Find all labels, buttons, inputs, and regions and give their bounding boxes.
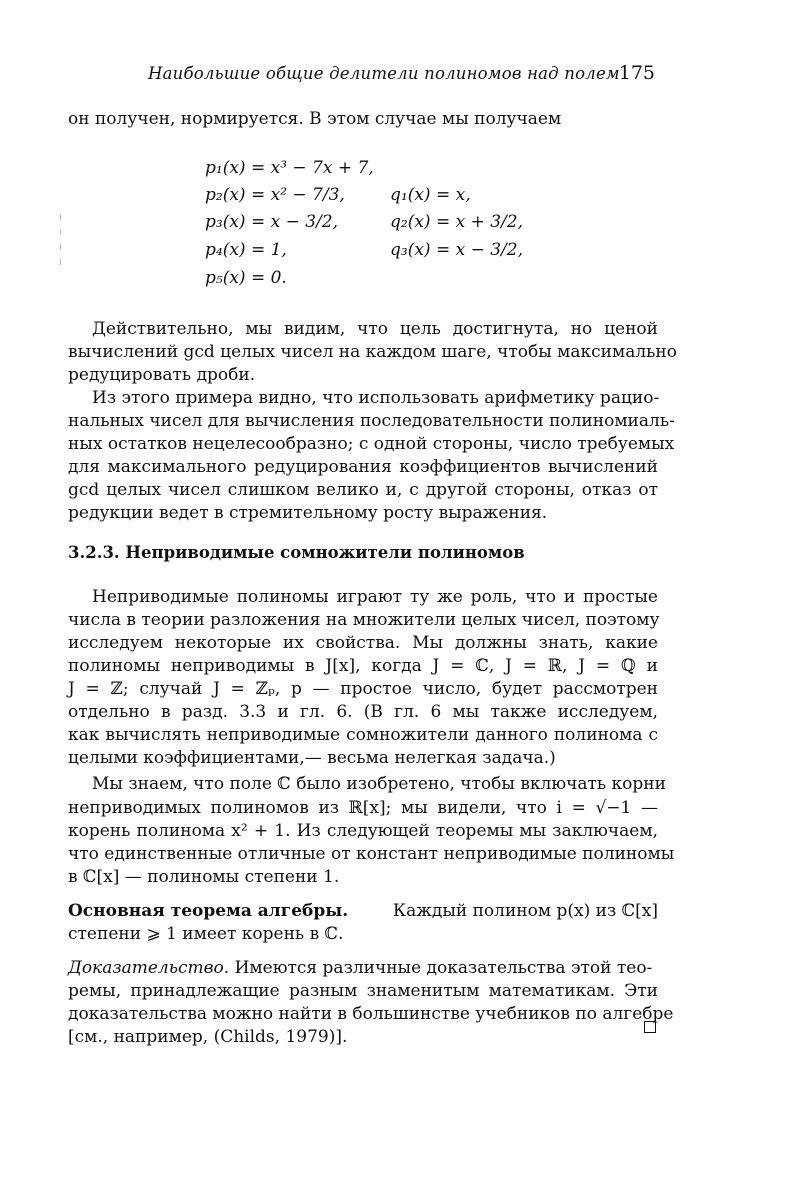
para2-line: Из этого примера видно, что использовать арифметику рацио- — [92, 388, 660, 408]
proof-text: Имеются различные доказательства этой тео- — [229, 958, 653, 978]
proof-line-1 — [68, 957, 658, 979]
para2-line: нальных чисел для вычисления последовательности полиномиаль- — [68, 411, 675, 431]
equation-p3: p₃(x) = x − 3/2, — [205, 212, 339, 232]
para2-line: редукции ведет в стремительному росту выражения. — [68, 503, 548, 523]
para4-line: что единственные отличные от констант неприводимые полиномы — [68, 844, 675, 864]
para3-line: целыми коэффициентами,— весьма нелегкая задача.) — [68, 748, 556, 768]
para2-line: для максимального редуцирования коэффициентов вычислений — [68, 457, 658, 477]
para4-line: Мы знаем, что поле ℂ было изобретено, чтобы включать корни — [92, 774, 666, 794]
para3-line: Неприводимые полиномы играют ту же роль, что и простые — [92, 587, 658, 607]
para4-line: корень полинома x² + 1. Из следующей теоремы мы заключаем, — [68, 821, 658, 841]
para4-line: неприводимых полиномов из ℝ[x]; мы видели, что i = √−1 — — [68, 798, 658, 818]
theorem-statement: Каждый полином p(x) из ℂ[x] — [392, 901, 658, 921]
para3-line: J = ℤ; случай J = ℤₚ, p — простое число, будет рассмотрен — [68, 679, 658, 699]
scan-margin-marks — [58, 214, 64, 274]
para2-line: gcd целых чисел слишком велико и, с другой стороны, отказ от — [68, 480, 658, 500]
proof-line-4: [см., например, (Childs, 1979)]. — [68, 1027, 348, 1047]
proof-line-2: ремы, принадлежащие разным знаменитым математикам. Эти — [68, 981, 658, 1001]
para3-line: отдельно в разд. 3.3 и гл. 6. (В гл. 6 мы также исследуем, — [68, 702, 658, 722]
para3-line: числа в теории разложения на множители целых чисел, поэтому — [68, 610, 660, 630]
intro-line: он получен, нормируется. В этом случае мы получаем — [68, 109, 562, 129]
theorem-title: Основная теорема алгебры. — [68, 901, 349, 921]
qed-square-icon — [644, 1021, 656, 1033]
equation-q3: q₃(x) = x − 3/2, — [390, 240, 524, 260]
proof-label: Доказательство. — [68, 958, 230, 978]
para4-line: в ℂ[x] — полиномы степени 1. — [68, 867, 340, 887]
equation-p4: p₄(x) = 1, — [205, 240, 287, 260]
theorem-line-1 — [68, 900, 658, 922]
equation-p5: p₅(x) = 0. — [205, 268, 287, 288]
running-title: Наибольшие общие делители полиномов над полем — [148, 64, 620, 83]
equation-q2: q₂(x) = x + 3/2, — [390, 212, 524, 232]
page-header — [140, 62, 655, 90]
para3-line: как вычислять неприводимые сомножители данного полинома с — [68, 725, 658, 745]
proof-line-3: доказательства можно найти в большинстве учебников по алгебре — [68, 1004, 674, 1024]
theorem-line-2: степени ⩾ 1 имеет корень в ℂ. — [68, 924, 344, 944]
equation-p1: p₁(x) = x³ − 7x + 7, — [205, 158, 374, 178]
para1-line: редуцировать дроби. — [68, 365, 256, 385]
page-number: 175 — [618, 62, 655, 84]
para1-line: Действительно, мы видим, что цель достигнута, но ценой — [92, 319, 658, 339]
para3-line: полиномы неприводимы в J[x], когда J = ℂ, J = ℝ, J = ℚ и — [68, 656, 658, 676]
para2-line: ных остатков нецелесообразно; с одной стороны, число требуемых — [68, 434, 675, 454]
para3-line: исследуем некоторые их свойства. Мы должны знать, какие — [68, 633, 658, 653]
equation-q1: q₁(x) = x, — [390, 185, 471, 205]
section-heading: 3.2.3. Неприводимые сомножители полиномов — [68, 543, 525, 562]
para1-line: вычислений gcd целых чисел на каждом шаге, чтобы максимально — [68, 342, 677, 362]
equation-p2: p₂(x) = x² − 7/3, — [205, 185, 345, 205]
